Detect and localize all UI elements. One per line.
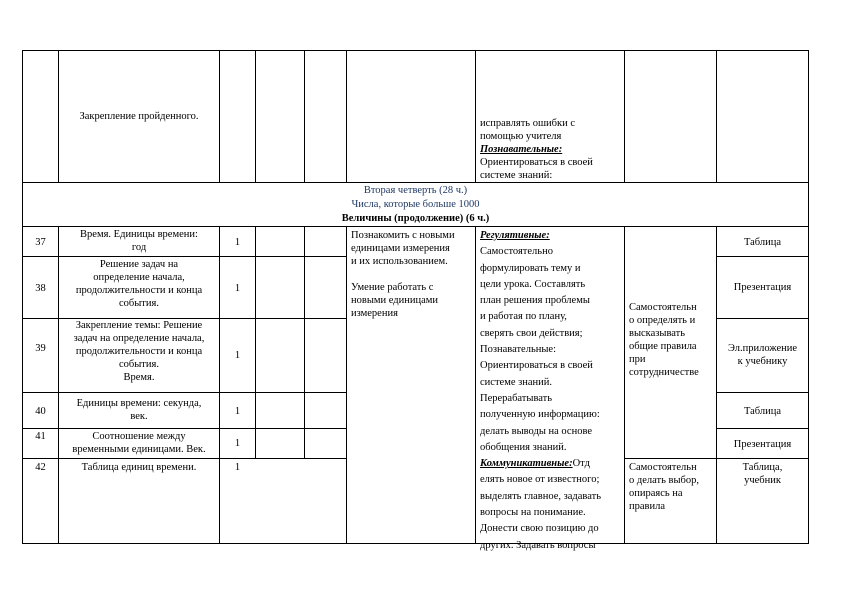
text-line: и работая по плану, xyxy=(480,311,567,323)
row-number: 38 xyxy=(35,283,46,294)
text-line: помощью учителя xyxy=(480,131,562,142)
col-divider xyxy=(346,50,347,182)
text-line: к учебнику xyxy=(737,356,788,367)
text-line: Закрепление темы: Решение xyxy=(75,320,203,331)
uud-cell xyxy=(480,228,623,554)
subheading: Познавательные: xyxy=(480,144,563,155)
text-line: Соотношение между xyxy=(92,431,186,442)
text-line: Донести свою позицию до xyxy=(480,523,599,535)
text-line: Время. xyxy=(123,372,155,383)
text-line xyxy=(351,268,474,281)
text-fragment: Отд xyxy=(572,458,590,470)
col-divider xyxy=(219,50,220,182)
row-divider xyxy=(716,318,809,319)
row-title xyxy=(59,461,219,474)
text-line: Таблица, xyxy=(742,462,783,473)
subheading: Коммуникативные: xyxy=(480,458,573,470)
row-resource: Таблица xyxy=(743,406,782,417)
row-title xyxy=(59,397,219,423)
row-hours: 1 xyxy=(234,406,241,417)
row-number: 41 xyxy=(35,431,46,442)
col-divider xyxy=(624,226,625,544)
table-border-top xyxy=(22,50,809,51)
text-line: Единицы времени: секунда, xyxy=(76,398,202,409)
text-line xyxy=(480,456,623,472)
text-line: определение начала, xyxy=(93,272,185,283)
text-line: Таблица единиц времени. xyxy=(81,462,197,473)
row-divider xyxy=(716,428,809,429)
text-line: год xyxy=(131,242,147,253)
lesson-title: Закрепление пройденного. xyxy=(79,111,199,122)
text-line: Эл.приложение xyxy=(727,343,798,354)
text-line: полученную информацию: xyxy=(480,409,600,421)
text-line: исправлять ошибки с xyxy=(480,118,576,129)
row-divider xyxy=(22,428,347,429)
section-subtopic: Величины (продолжение) (6 ч.) xyxy=(341,213,490,224)
row-title xyxy=(59,319,219,384)
text-line: Ориентироваться в своей xyxy=(480,157,593,168)
text-line: сверять свои действия; xyxy=(480,327,583,339)
text-line: общие правила xyxy=(629,341,697,352)
text-line: высказывать xyxy=(629,328,686,339)
col-divider xyxy=(475,226,476,544)
text-line: сотрудничестве xyxy=(629,367,699,378)
text-line: задач на определение начала, xyxy=(73,333,205,344)
text-line: Решение задач на xyxy=(99,259,179,270)
text-line: продолжительности и конца xyxy=(75,346,203,357)
col-divider xyxy=(346,226,347,544)
text-line: измерения xyxy=(351,308,398,319)
subheading: Регулятивные: xyxy=(480,230,550,241)
col-divider xyxy=(716,226,717,544)
row-title xyxy=(59,258,219,310)
row-resource xyxy=(717,461,808,487)
text-line: цели урока. Составлять xyxy=(480,278,586,290)
text-line: опираясь на xyxy=(629,488,683,499)
text-line: Ориентироваться в своей xyxy=(480,360,593,372)
text-line: вопросы на понимание. xyxy=(480,507,586,519)
row-hours: 1 xyxy=(234,350,241,361)
text-line: временными единицами. Век. xyxy=(72,444,206,455)
table-border-bottom xyxy=(22,543,809,544)
row-divider xyxy=(716,256,809,257)
col-divider xyxy=(255,226,256,458)
col-divider xyxy=(716,50,717,182)
row-resource xyxy=(717,342,808,368)
row-hours: 1 xyxy=(234,462,241,473)
row-hours: 1 xyxy=(234,237,241,248)
text-line: других. Задавать вопросы xyxy=(480,539,596,551)
goals-cell xyxy=(351,229,474,320)
text-line: Познакомить с новыми xyxy=(351,230,455,241)
text-line: обобщения знаний. xyxy=(480,441,567,453)
personal-cell xyxy=(629,461,715,513)
text-line: события. xyxy=(119,359,159,370)
text-line: делать выводы на основе xyxy=(480,425,593,437)
text-line: елять новое от известного; xyxy=(480,474,600,486)
text-line: при xyxy=(629,354,646,365)
personal-cell xyxy=(629,301,715,379)
col-divider xyxy=(255,50,256,182)
text-line: выделять главное, задавать xyxy=(480,490,602,502)
row-resource: Таблица xyxy=(743,237,782,248)
row-hours: 1 xyxy=(234,438,241,449)
row-hours: 1 xyxy=(234,283,241,294)
text-line: Умение работать с xyxy=(351,282,434,293)
row-title xyxy=(59,228,219,254)
section-topic: Числа, которые больше 1000 xyxy=(351,199,480,210)
text-line: и их использованием. xyxy=(351,256,448,267)
text-line: век. xyxy=(130,411,148,422)
row-divider xyxy=(22,458,347,459)
table-border-right xyxy=(808,50,809,544)
text-line: системе знаний: xyxy=(480,170,553,181)
text-line: о делать выбор, xyxy=(629,475,699,486)
text-line: формулировать тему и xyxy=(480,262,581,274)
text-line: о определять и xyxy=(629,315,696,326)
row-number: 42 xyxy=(35,462,46,473)
row-resource: Презентация xyxy=(733,282,792,293)
text-line: Познавательные: xyxy=(480,344,556,356)
col-divider xyxy=(219,226,220,544)
col-divider xyxy=(475,50,476,182)
row-divider xyxy=(22,226,809,227)
text-line: продолжительности и конца xyxy=(75,285,203,296)
row-divider xyxy=(22,392,347,393)
row-resource: Презентация xyxy=(733,439,792,450)
text-line: правила xyxy=(629,501,666,512)
row-divider xyxy=(22,256,347,257)
row-title xyxy=(59,430,219,456)
text-line: Самостоятельн xyxy=(629,302,697,313)
col-divider xyxy=(624,50,625,182)
col-divider xyxy=(304,226,305,458)
row-number: 37 xyxy=(35,237,46,248)
text-line: новыми единицами xyxy=(351,295,439,306)
text-line: события. xyxy=(119,298,159,309)
text-line: Самостоятельно xyxy=(480,246,553,258)
text-line: учебник xyxy=(744,475,781,486)
row-number: 40 xyxy=(35,406,46,417)
skills-cell xyxy=(480,117,623,182)
col-divider xyxy=(304,50,305,182)
text-line: Время. Единицы времени: xyxy=(80,229,198,240)
text-line: системе знаний. xyxy=(480,376,553,388)
row-divider xyxy=(716,392,809,393)
row-number: 39 xyxy=(35,343,46,354)
section-quarter: Вторая четверть (28 ч.) xyxy=(363,185,468,196)
text-line: единицами измерения xyxy=(351,243,450,254)
text-line: Перерабатывать xyxy=(480,392,553,404)
text-line: план решения проблемы xyxy=(480,295,590,307)
row-divider xyxy=(22,182,809,183)
text-line: Самостоятельн xyxy=(629,462,697,473)
